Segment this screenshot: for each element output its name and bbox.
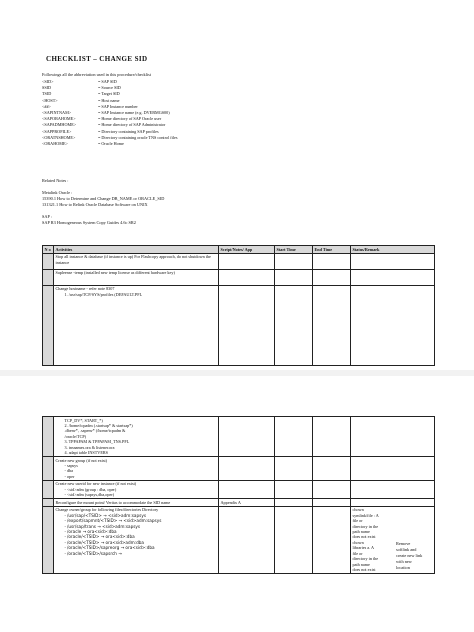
header-start-time: Start Time (275, 246, 313, 254)
table-row (43, 285, 435, 365)
abbreviation-row: <HOST> = Host name (42, 97, 120, 103)
activity-cell: Change hostname - refer note 8307 1. /usr/sap/TCP/SYS/profiles (DEFAULT.PFL (54, 285, 219, 365)
abbreviation-list (42, 79, 178, 147)
abbreviation-row: TSID = Target SID (42, 91, 120, 97)
checklist-title: CHECKLIST – CHANGE SID (46, 55, 148, 63)
table-row (43, 417, 435, 457)
intro-text: Followings all the abbreviation used in this procedure/checklist (42, 72, 151, 77)
abbreviation-row: <SAPINTNAM> = SAP Instance name (e.g. DVEBMGS00) (42, 110, 170, 116)
activity-cell: Reconfigure the mount point/ Veritas to accommodate the SID name (54, 499, 219, 507)
script-cell: chown symlink/file : A file or directory in the path name does not exist chown libraries a. A file or directory in the path name does not exist (351, 506, 435, 573)
header-end-time: End Time (313, 246, 351, 254)
sap-heading: SAP : (42, 214, 52, 219)
metalink-note-1: 15390.1 How to Determine and Change DB_NAME or ORACLE_SID (42, 196, 165, 201)
abbreviation-row: <SAPADMHOME> = Home directory of SAP Administrator (42, 122, 166, 128)
abbreviation-row: <##> = SAP Instance number (42, 103, 138, 109)
table-row (43, 253, 435, 269)
table-row (43, 457, 435, 481)
activity-cell: TCP_DV*, START_*) 2. /home/tcpadm (.startsap* & startsap*) .dbenv*, .sapenv* (/home/tcpadm & /oracle/TCP) 3. TPPAPAM & TPPAPAM_TNS.PFL 3. tnsnames.ora & listener.ora 4. adapt table INSTVERS (54, 417, 219, 457)
activity-cell: Create new group (if not exist) - sapsys - dba - oper (54, 457, 219, 481)
checklist-table (42, 245, 435, 366)
metalink-heading: Metalink Oracle : (42, 190, 73, 195)
script-cell: Appendix A (219, 499, 275, 507)
header-status: Status/Remark (351, 246, 435, 254)
activity-cell: Stop all instance & database (if instance is up) For Flashcopy approach, do not shutdown the instance (54, 253, 219, 269)
activity-cell: Sapleense -temp (installed new temp license as different hardware key) (54, 269, 219, 285)
abbreviation-row: <ORAHOME> = Oracle Home (42, 141, 124, 147)
activity-cell: Create new userid for new instance (if not exist) - <sid>adm (group : dba, oper) - <sid>adm (sapsys,dba,oper) (54, 480, 219, 498)
status-remark: Remove softlink and create new link with new location (396, 541, 423, 570)
related-notes-heading: Related Notes : (42, 178, 69, 183)
table-header-row (43, 246, 435, 254)
abbreviation-row: <SAPORAHOME> = Home directory of SAP Oracle user (42, 116, 162, 122)
table-row (43, 269, 435, 285)
activity-cell: Change owner/group for following files/directories Directory - /usr/sap/<TSID> → <sid>adm:sapsys - /export/sapmnt/<TSID> → <sid>adm:sapsys - /usr/sap/trans → <sid>adm:sapsys - /oracle → ora<sid>:dba - /oracle/<TSID> → ora<sid>:dba - /oracle/<TSID> → ora<sid>adm:dba - /oracle/<TSID>/sapreorg → ora<sid>:dba - /oracle/<TSID>/sapsrch → (54, 506, 219, 573)
abbreviation-row: <SAPPROFILE> = Directory containing SAP profiles (42, 128, 159, 134)
metalink-note-2: 131321.1 How to Relink Oracle Database Software on UNIX (42, 202, 148, 207)
header-script: Script/Notes/ App (219, 246, 275, 254)
sap-note: SAP R3 Homogeneous System Copy Guides 4.6c SR2 (42, 220, 136, 225)
header-no: N o (43, 246, 54, 254)
abbreviation-row: <SID> = SAP SID (42, 79, 117, 84)
checklist-table-continued (42, 416, 435, 574)
table-row (43, 506, 435, 573)
abbreviation-row: SSID = Source SID (42, 85, 121, 91)
header-activities: Activities (54, 246, 219, 254)
table-row (43, 499, 435, 507)
abbreviation-row: <ORATNSHOME> = Directory containing oracle TNS control files (42, 134, 178, 140)
table-row (43, 480, 435, 498)
document-page-2 (0, 376, 474, 632)
